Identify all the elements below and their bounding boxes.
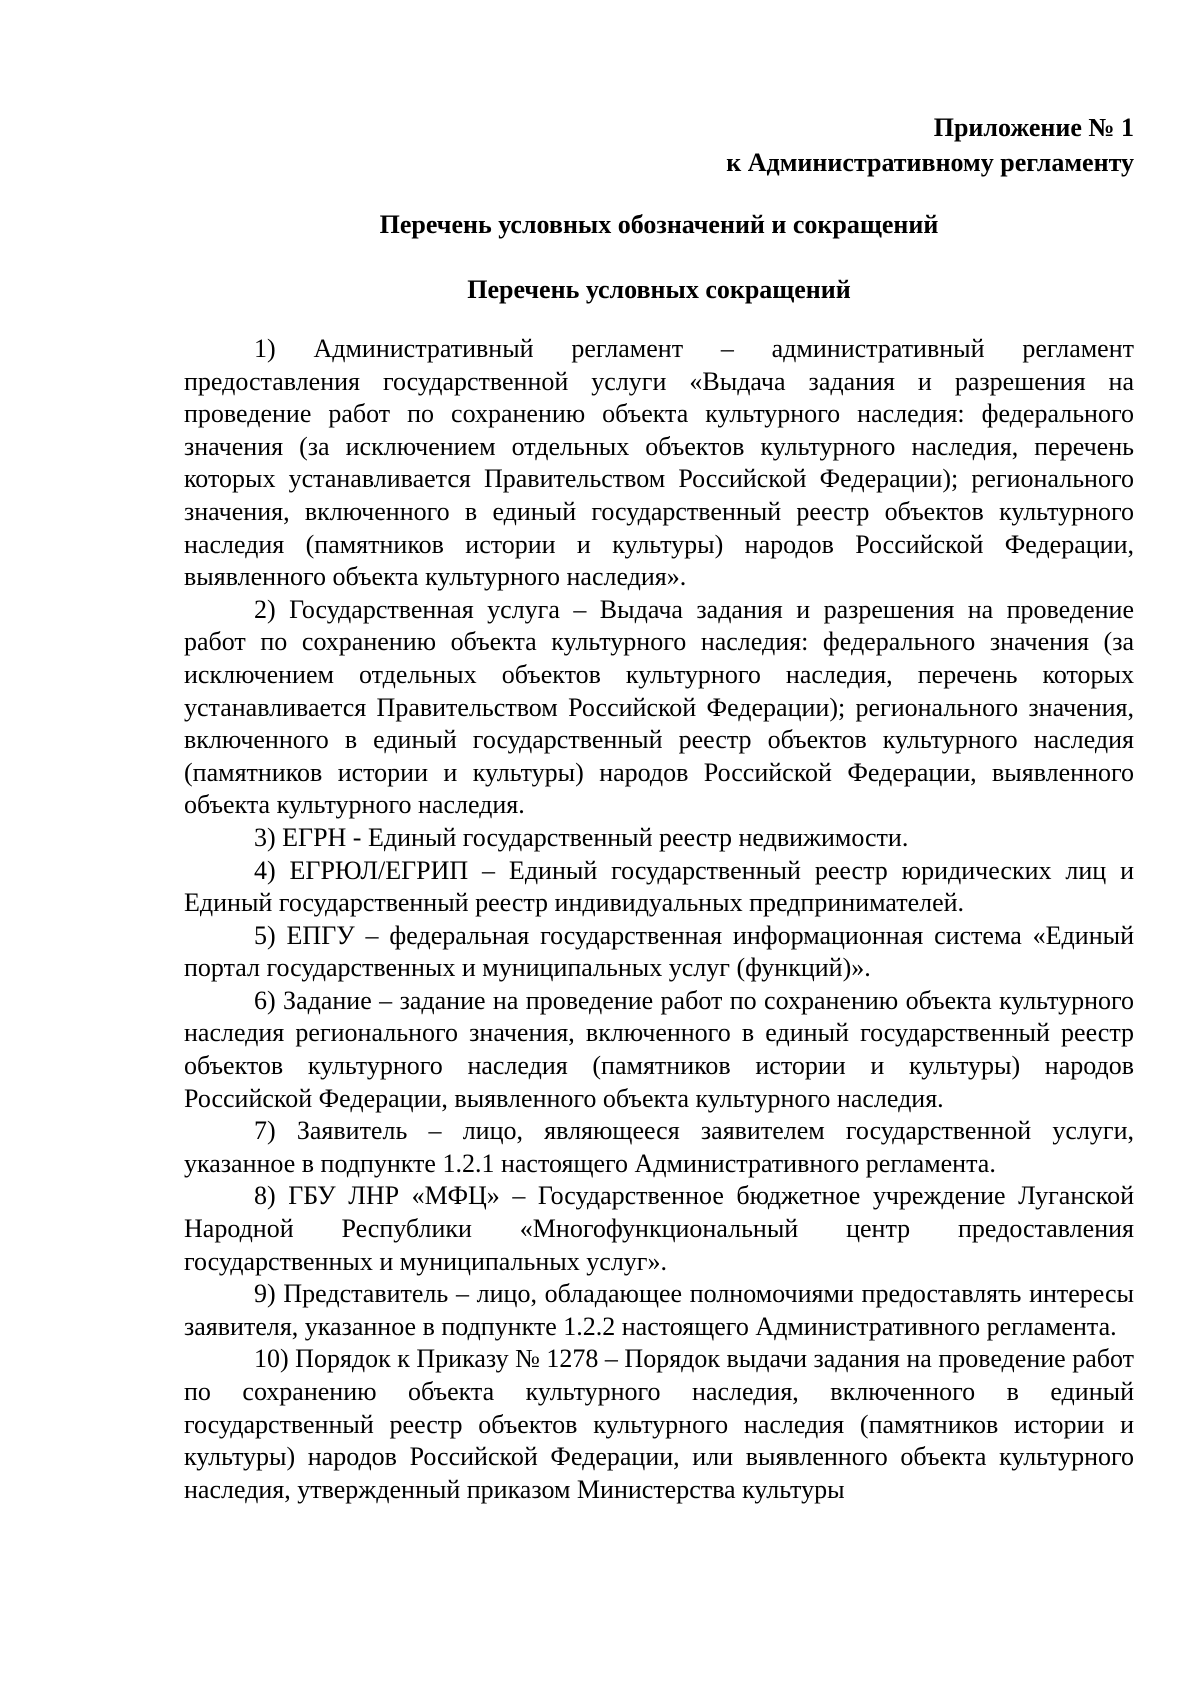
- list-item: 10) Порядок к Приказу № 1278 – Порядок выдачи задания на проведение работ по сохранению объекта культурного наследия, включенного в единый государственный реестр объектов культурного наследия (памятников истории и культуры) народов Российской Федерации, или выявленного объекта культурного наследия, утвержденный приказом Министерства культуры: [184, 1344, 1134, 1504]
- abbreviations-list: [184, 333, 1134, 1506]
- document-page: [184, 110, 1134, 1506]
- appendix-number: Приложение № 1: [933, 113, 1134, 142]
- list-item: 8) ГБУ ЛНР «МФЦ» – Государственное бюджетное учреждение Луганской Народной Республики «Многофункциональный центр предоставления государственных и муниципальных услуг».: [184, 1181, 1134, 1276]
- list-item: 6) Задание – задание на проведение работ по сохранению объекта культурного наследия регионального значения, включенного в единый государственный реестр объектов культурного наследия (памятников истории и культуры) народов Российской Федерации, выявленного объекта культурного наследия.: [184, 985, 1134, 1113]
- appendix-header: [184, 110, 1134, 180]
- list-item: 5) ЕПГУ – федеральная государственная информационная система «Единый портал государственных и муниципальных услуг (функций)».: [184, 920, 1134, 983]
- list-item: 4) ЕГРЮЛ/ЕГРИП – Единый государственный реестр юридических лиц и Единый государственный реестр индивидуальных предпринимателей.: [184, 855, 1134, 918]
- list-item: 3) ЕГРН - Единый государственный реестр недвижимости.: [254, 822, 909, 852]
- list-item: 7) Заявитель – лицо, являющееся заявителем государственной услуги, указанное в подпункте 1.2.1 настоящего Административного регламента.: [184, 1116, 1134, 1178]
- appendix-reference: к Административному регламенту: [726, 148, 1134, 177]
- list-item: 2) Государственная услуга – Выдача задания и разрешения на проведение работ по сохранению объекта культурного наследия: федерального значения (за исключением отдельных объектов культурного наследия, перечень которых устанавливается Правительством Российской Федерации); регионального значения, включенного в единый государственный реестр объектов культурного наследия (памятников истории и культуры) народов Российской Федерации, выявленного объекта культурного наследия.: [184, 594, 1134, 820]
- document-title: Перечень условных обозначений и сокращений: [379, 210, 939, 239]
- list-item: 9) Представитель – лицо, обладающее полномочиями предоставлять интересы заявителя, указанное в подпункте 1.2.2 настоящего Административного регламента.: [184, 1279, 1134, 1341]
- section-title: Перечень условных сокращений: [467, 275, 851, 304]
- list-item: 1) Административный регламент – административный регламент предоставления государственной услуги «Выдача задания и разрешения на проведение работ по сохранению объекта культурного наследия: федерального значения (за исключением отдельных объектов культурного наследия, перечень которых устанавливается Правительством Российской Федерации); регионального значения, включенного в единый государственный реестр объектов культурного наследия (памятников истории и культуры) народов Российской Федерации, выявленного объекта культурного наследия».: [184, 334, 1134, 592]
